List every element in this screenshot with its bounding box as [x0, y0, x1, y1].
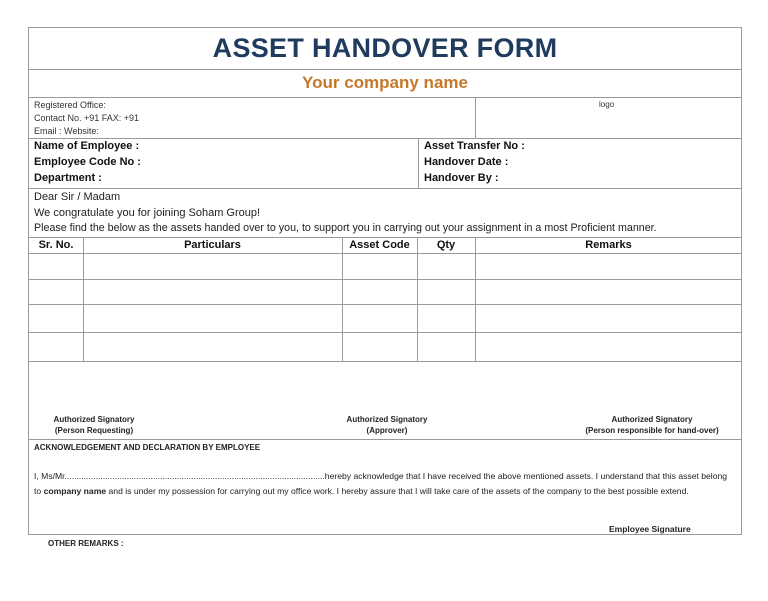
signatory-requesting — [49, 414, 139, 436]
registered-office: Registered Office: — [34, 100, 106, 110]
table-top-border — [29, 237, 741, 238]
signatory-title: Authorized Signatory — [346, 415, 428, 424]
employee-code-field: Employee Code No : — [34, 156, 141, 168]
signatory-approver — [342, 414, 432, 436]
handover-by-field: Handover By : — [424, 172, 499, 184]
divider — [29, 97, 741, 98]
divider — [29, 138, 741, 139]
declaration-company: company name — [43, 486, 107, 496]
table-row[interactable] — [29, 280, 741, 304]
employee-name-field: Name of Employee : — [34, 140, 140, 152]
signatory-title: Authorized Signatory — [53, 415, 135, 424]
email-website: Email : Website: — [34, 126, 99, 136]
table-bottom-border — [29, 361, 741, 362]
divider — [475, 97, 476, 138]
divider — [29, 439, 741, 440]
header-sr-no: Sr. No. — [38, 239, 74, 251]
form-title: ASSET HANDOVER FORM — [212, 33, 558, 63]
signatory-role: (Person Requesting) — [54, 426, 134, 435]
congratulation-text: We congratulate you for joining Soham Group! — [34, 207, 261, 219]
asset-handover-form — [28, 27, 742, 535]
declaration-part: I, Ms/Mr.............................................................................................................hereby acknowledge that I have received the above mentioned assets. I understand that this asset belong to — [34, 471, 728, 496]
logo-placeholder: logo — [599, 100, 615, 109]
table-row[interactable] — [29, 254, 741, 279]
divider — [29, 69, 741, 70]
signatory-title: Authorized Signatory — [611, 415, 693, 424]
header-particulars: Particulars — [184, 239, 241, 251]
divider — [418, 138, 419, 188]
acknowledgement-heading: ACKNOWLEDGEMENT AND DECLARATION BY EMPLOYEE — [34, 443, 261, 452]
signatory-handover — [567, 414, 737, 436]
handover-date-field: Handover Date : — [424, 156, 509, 168]
signatory-role: (Person responsible for hand-over) — [585, 426, 719, 435]
intro-text: Please find the below as the assets handed over to you, to support you in carrying out your assignment in a most Proficient manner. — [34, 222, 657, 234]
signatory-role: (Approver) — [366, 426, 408, 435]
header-asset-code: Asset Code — [349, 239, 410, 251]
table-row[interactable] — [29, 333, 741, 361]
declaration-part: and is under my possession for carrying out my office work. I hereby assure that I will take care of the assets of the company to the best possible extend. — [106, 486, 689, 496]
header-remarks: Remarks — [585, 239, 632, 251]
declaration-text — [34, 469, 735, 499]
other-remarks-label: OTHER REMARKS : — [48, 539, 124, 548]
asset-transfer-no-field: Asset Transfer No : — [424, 140, 525, 152]
company-name: Your company name — [302, 73, 468, 92]
table-row[interactable] — [29, 305, 741, 332]
contact-info: Contact No. +91 FAX: +91 — [34, 113, 140, 123]
header-qty: Qty — [436, 239, 456, 251]
employee-signature: Employee Signature — [609, 524, 691, 534]
department-field: Department : — [34, 172, 102, 184]
greeting: Dear Sir / Madam — [34, 191, 121, 203]
divider — [29, 188, 741, 189]
